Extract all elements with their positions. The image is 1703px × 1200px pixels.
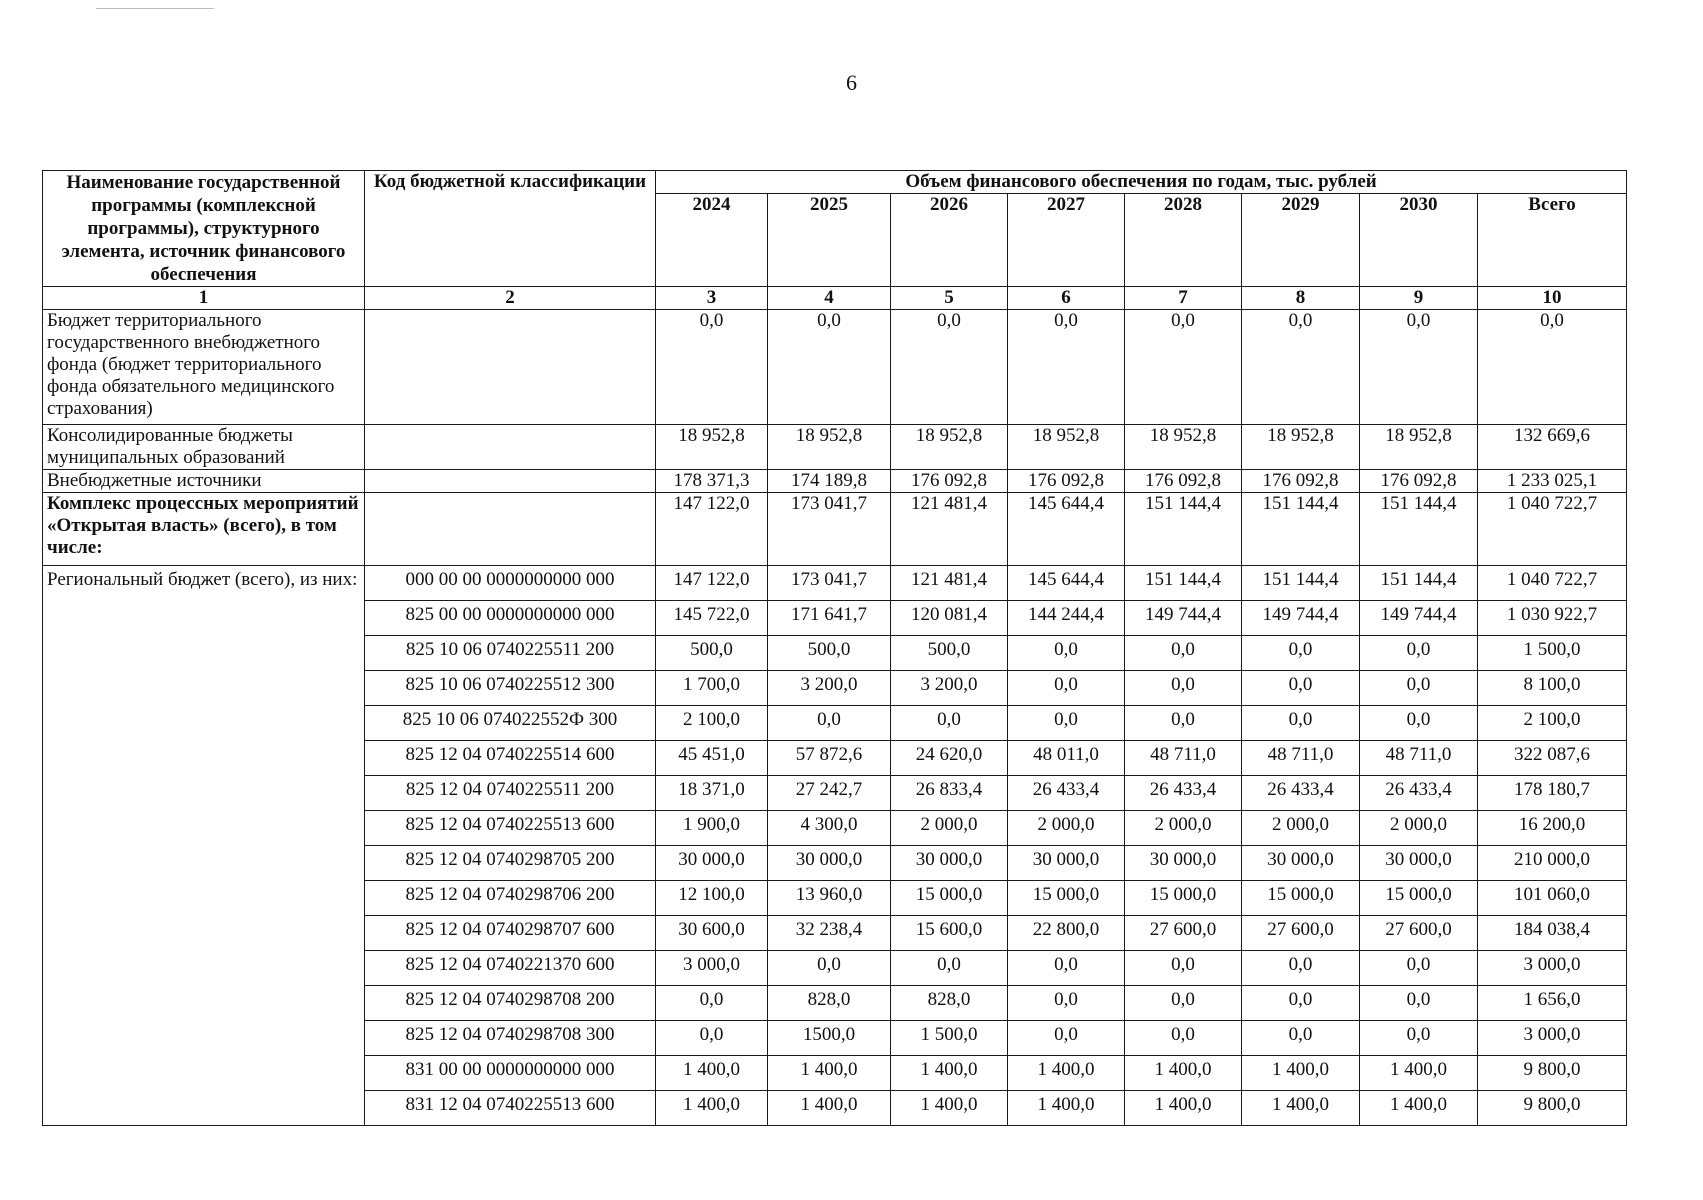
row-value: 0,0	[656, 310, 768, 425]
row-value: 171 641,7	[768, 601, 891, 636]
header-year: 2026	[891, 194, 1008, 287]
row-value: 176 092,8	[891, 470, 1008, 493]
row-value: 1 400,0	[1125, 1091, 1242, 1126]
row-value: 147 122,0	[656, 493, 768, 566]
row-value: 27 242,7	[768, 776, 891, 811]
row-value: 1 400,0	[1125, 1056, 1242, 1091]
row-code	[365, 310, 656, 425]
row-value: 1 400,0	[1242, 1091, 1360, 1126]
row-value: 3 000,0	[1478, 951, 1627, 986]
page-number: 6	[846, 70, 857, 95]
row-value: 30 000,0	[1360, 846, 1478, 881]
row-value: 0,0	[1008, 636, 1125, 671]
row-value: 0,0	[891, 310, 1008, 425]
column-number: 2	[365, 287, 656, 310]
row-value: 500,0	[891, 636, 1008, 671]
row-value: 0,0	[656, 986, 768, 1021]
budget-code: 825 12 04 0740225513 600	[365, 811, 656, 846]
row-value: 145 722,0	[656, 601, 768, 636]
row-value: 30 000,0	[891, 846, 1008, 881]
row-code	[365, 425, 656, 470]
row-value: 0,0	[1242, 986, 1360, 1021]
scan-artifact-line	[96, 8, 214, 9]
row-value: 15 000,0	[1125, 881, 1242, 916]
row-value: 828,0	[891, 986, 1008, 1021]
row-value: 18 952,8	[1242, 425, 1360, 470]
row-value: 15 000,0	[1008, 881, 1125, 916]
column-number: 9	[1360, 287, 1478, 310]
row-value: 0,0	[1242, 1021, 1360, 1056]
row-value: 0,0	[891, 706, 1008, 741]
row-value: 3 000,0	[656, 951, 768, 986]
row-value: 2 100,0	[656, 706, 768, 741]
header-year: 2027	[1008, 194, 1125, 287]
row-value: 149 744,4	[1125, 601, 1242, 636]
row-value: 26 433,4	[1360, 776, 1478, 811]
row-value: 1 400,0	[768, 1056, 891, 1091]
budget-code: 825 00 00 0000000000 000	[365, 601, 656, 636]
row-value: 121 481,4	[891, 566, 1008, 601]
row-value: 18 952,8	[656, 425, 768, 470]
table-row	[43, 470, 1627, 493]
row-value: 120 081,4	[891, 601, 1008, 636]
header-row-1	[43, 171, 1627, 194]
row-value: 178 180,7	[1478, 776, 1627, 811]
budget-code: 825 12 04 0740298707 600	[365, 916, 656, 951]
row-value: 210 000,0	[1478, 846, 1627, 881]
row-value: 0,0	[768, 706, 891, 741]
row-value: 184 038,4	[1478, 916, 1627, 951]
row-value: 26 433,4	[1008, 776, 1125, 811]
row-name: Внебюджетные источники	[43, 470, 365, 493]
row-value: 18 952,8	[1360, 425, 1478, 470]
row-value: 4 300,0	[768, 811, 891, 846]
row-value: 2 100,0	[1478, 706, 1627, 741]
budget-code: 825 12 04 0740225511 200	[365, 776, 656, 811]
budget-code: 825 12 04 0740298708 200	[365, 986, 656, 1021]
header-year: 2025	[768, 194, 891, 287]
row-value: 0,0	[1360, 636, 1478, 671]
budget-code: 825 10 06 0740225512 300	[365, 671, 656, 706]
row-value: 0,0	[891, 951, 1008, 986]
row-value: 1 900,0	[656, 811, 768, 846]
row-value: 15 000,0	[1360, 881, 1478, 916]
row-value: 3 200,0	[768, 671, 891, 706]
row-value: 0,0	[1125, 636, 1242, 671]
row-value: 30 000,0	[656, 846, 768, 881]
row-value: 0,0	[1125, 1021, 1242, 1056]
row-value: 18 952,8	[891, 425, 1008, 470]
row-value: 2 000,0	[891, 811, 1008, 846]
row-value: 2 000,0	[1125, 811, 1242, 846]
row-value: 101 060,0	[1478, 881, 1627, 916]
column-number: 7	[1125, 287, 1242, 310]
row-value: 0,0	[1360, 671, 1478, 706]
row-value: 0,0	[1360, 706, 1478, 741]
budget-code: 825 12 04 0740298705 200	[365, 846, 656, 881]
row-value: 176 092,8	[1008, 470, 1125, 493]
column-number: 1	[43, 287, 365, 310]
budget-code: 825 12 04 0740298708 300	[365, 1021, 656, 1056]
row-value: 1 030 922,7	[1478, 601, 1627, 636]
row-value: 32 238,4	[768, 916, 891, 951]
column-number: 4	[768, 287, 891, 310]
row-value: 57 872,6	[768, 741, 891, 776]
row-value: 30 600,0	[656, 916, 768, 951]
row-value: 1 700,0	[656, 671, 768, 706]
row-value: 149 744,4	[1360, 601, 1478, 636]
row-value: 151 144,4	[1360, 493, 1478, 566]
row-value: 174 189,8	[768, 470, 891, 493]
row-value: 13 960,0	[768, 881, 891, 916]
row-value: 0,0	[1125, 671, 1242, 706]
column-number: 10	[1478, 287, 1627, 310]
row-value: 132 669,6	[1478, 425, 1627, 470]
table-row	[43, 425, 1627, 470]
row-value: 176 092,8	[1360, 470, 1478, 493]
header-volume: Объем финансового обеспечения по годам, тыс. рублей	[656, 171, 1627, 194]
row-value: 322 087,6	[1478, 741, 1627, 776]
row-value: 0,0	[1242, 706, 1360, 741]
row-value: 151 144,4	[1360, 566, 1478, 601]
row-value: 9 800,0	[1478, 1056, 1627, 1091]
row-value: 30 000,0	[1125, 846, 1242, 881]
row-value: 0,0	[1242, 671, 1360, 706]
row-value: 144 244,4	[1008, 601, 1125, 636]
row-value: 18 371,0	[656, 776, 768, 811]
row-value: 15 600,0	[891, 916, 1008, 951]
row-value: 0,0	[1360, 1021, 1478, 1056]
row-value: 1 400,0	[656, 1056, 768, 1091]
row-value: 22 800,0	[1008, 916, 1125, 951]
header-name: Наименование государственной программы (комплексной программы), структурного элемента, источник финансового обеспечения	[43, 171, 365, 287]
column-number: 6	[1008, 287, 1125, 310]
row-name: Бюджет территориального государственного внебюджетного фонда (бюджет территориального фонда обязательного медицинского страхования)	[43, 310, 365, 425]
row-value: 26 433,4	[1125, 776, 1242, 811]
row-value: 147 122,0	[656, 566, 768, 601]
budget-code: 825 10 06 0740225511 200	[365, 636, 656, 671]
row-value: 145 644,4	[1008, 566, 1125, 601]
row-value: 1 040 722,7	[1478, 493, 1627, 566]
row-value: 9 800,0	[1478, 1091, 1627, 1126]
row-code	[365, 493, 656, 566]
row-value: 1500,0	[768, 1021, 891, 1056]
row-value: 15 000,0	[1242, 881, 1360, 916]
row-value: 3 200,0	[891, 671, 1008, 706]
row-value: 18 952,8	[768, 425, 891, 470]
row-value: 0,0	[1242, 310, 1360, 425]
row-value: 1 400,0	[768, 1091, 891, 1126]
column-number: 3	[656, 287, 768, 310]
row-value: 1 656,0	[1478, 986, 1627, 1021]
row-value: 0,0	[768, 951, 891, 986]
row-value: 151 144,4	[1125, 493, 1242, 566]
row-value: 0,0	[1008, 1021, 1125, 1056]
header-year: 2028	[1125, 194, 1242, 287]
row-value: 2 000,0	[1360, 811, 1478, 846]
row-value: 12 100,0	[656, 881, 768, 916]
row-value: 18 952,8	[1008, 425, 1125, 470]
row-value: 48 711,0	[1125, 741, 1242, 776]
row-value: 1 400,0	[1360, 1056, 1478, 1091]
regional-budget-name: Региональный бюджет (всего), из них:	[43, 566, 365, 1126]
row-value: 121 481,4	[891, 493, 1008, 566]
row-value: 2 000,0	[1242, 811, 1360, 846]
row-value: 1 400,0	[891, 1091, 1008, 1126]
row-value: 30 000,0	[768, 846, 891, 881]
table-row	[43, 310, 1627, 425]
row-name: Комплекс процессных мероприятий «Открытая власть» (всего), в том числе:	[43, 493, 365, 566]
row-value: 145 644,4	[1008, 493, 1125, 566]
row-value: 500,0	[768, 636, 891, 671]
row-value: 30 000,0	[1008, 846, 1125, 881]
row-value: 27 600,0	[1242, 916, 1360, 951]
row-value: 26 433,4	[1242, 776, 1360, 811]
row-value: 48 011,0	[1008, 741, 1125, 776]
row-name: Консолидированные бюджеты муниципальных образований	[43, 425, 365, 470]
row-value: 48 711,0	[1360, 741, 1478, 776]
row-value: 0,0	[1242, 951, 1360, 986]
header-year: 2024	[656, 194, 768, 287]
row-value: 0,0	[1360, 310, 1478, 425]
row-value: 1 400,0	[656, 1091, 768, 1126]
column-number: 5	[891, 287, 1008, 310]
row-value: 0,0	[1360, 986, 1478, 1021]
row-value: 178 371,3	[656, 470, 768, 493]
row-value: 0,0	[1242, 636, 1360, 671]
row-value: 0,0	[1125, 706, 1242, 741]
row-value: 0,0	[1008, 671, 1125, 706]
header-year: Всего	[1478, 194, 1627, 287]
row-value: 2 000,0	[1008, 811, 1125, 846]
row-value: 8 100,0	[1478, 671, 1627, 706]
row-value: 149 744,4	[1242, 601, 1360, 636]
row-value: 18 952,8	[1125, 425, 1242, 470]
row-value: 0,0	[1008, 310, 1125, 425]
row-value: 1 400,0	[1008, 1056, 1125, 1091]
row-value: 1 400,0	[1242, 1056, 1360, 1091]
row-value: 26 833,4	[891, 776, 1008, 811]
financing-table	[42, 170, 1627, 1126]
row-value: 48 711,0	[1242, 741, 1360, 776]
column-number: 8	[1242, 287, 1360, 310]
row-value: 173 041,7	[768, 566, 891, 601]
row-value: 16 200,0	[1478, 811, 1627, 846]
row-value: 176 092,8	[1242, 470, 1360, 493]
row-value: 27 600,0	[1125, 916, 1242, 951]
row-value: 151 144,4	[1242, 566, 1360, 601]
budget-code: 831 12 04 0740225513 600	[365, 1091, 656, 1126]
row-value: 500,0	[656, 636, 768, 671]
header-code: Код бюджетной классификации	[365, 171, 656, 287]
row-value: 151 144,4	[1242, 493, 1360, 566]
row-code	[365, 470, 656, 493]
row-value: 24 620,0	[891, 741, 1008, 776]
row-value: 176 092,8	[1125, 470, 1242, 493]
budget-code: 825 12 04 0740225514 600	[365, 741, 656, 776]
row-value: 0,0	[1008, 951, 1125, 986]
row-value: 3 000,0	[1478, 1021, 1627, 1056]
budget-code: 825 12 04 0740298706 200	[365, 881, 656, 916]
row-value: 1 400,0	[1360, 1091, 1478, 1126]
row-value: 1 500,0	[891, 1021, 1008, 1056]
budget-code: 825 10 06 074022552Ф 300	[365, 706, 656, 741]
row-value: 1 500,0	[1478, 636, 1627, 671]
row-value: 15 000,0	[891, 881, 1008, 916]
row-value: 0,0	[656, 1021, 768, 1056]
header-year: 2029	[1242, 194, 1360, 287]
row-value: 45 451,0	[656, 741, 768, 776]
budget-code: 000 00 00 0000000000 000	[365, 566, 656, 601]
row-value: 173 041,7	[768, 493, 891, 566]
column-number-row	[43, 287, 1627, 310]
row-value: 1 400,0	[1008, 1091, 1125, 1126]
table-row	[43, 566, 1627, 601]
row-value: 30 000,0	[1242, 846, 1360, 881]
row-value: 0,0	[1008, 706, 1125, 741]
row-value: 0,0	[1125, 951, 1242, 986]
row-value: 0,0	[1125, 310, 1242, 425]
row-value: 27 600,0	[1360, 916, 1478, 951]
row-value: 1 040 722,7	[1478, 566, 1627, 601]
table-row	[43, 493, 1627, 566]
row-value: 1 400,0	[891, 1056, 1008, 1091]
budget-code: 831 00 00 0000000000 000	[365, 1056, 656, 1091]
budget-code: 825 12 04 0740221370 600	[365, 951, 656, 986]
row-value: 1 233 025,1	[1478, 470, 1627, 493]
row-value: 0,0	[768, 310, 891, 425]
row-value: 828,0	[768, 986, 891, 1021]
row-value: 151 144,4	[1125, 566, 1242, 601]
row-value: 0,0	[1478, 310, 1627, 425]
row-value: 0,0	[1360, 951, 1478, 986]
row-value: 0,0	[1008, 986, 1125, 1021]
header-year: 2030	[1360, 194, 1478, 287]
row-value: 0,0	[1125, 986, 1242, 1021]
